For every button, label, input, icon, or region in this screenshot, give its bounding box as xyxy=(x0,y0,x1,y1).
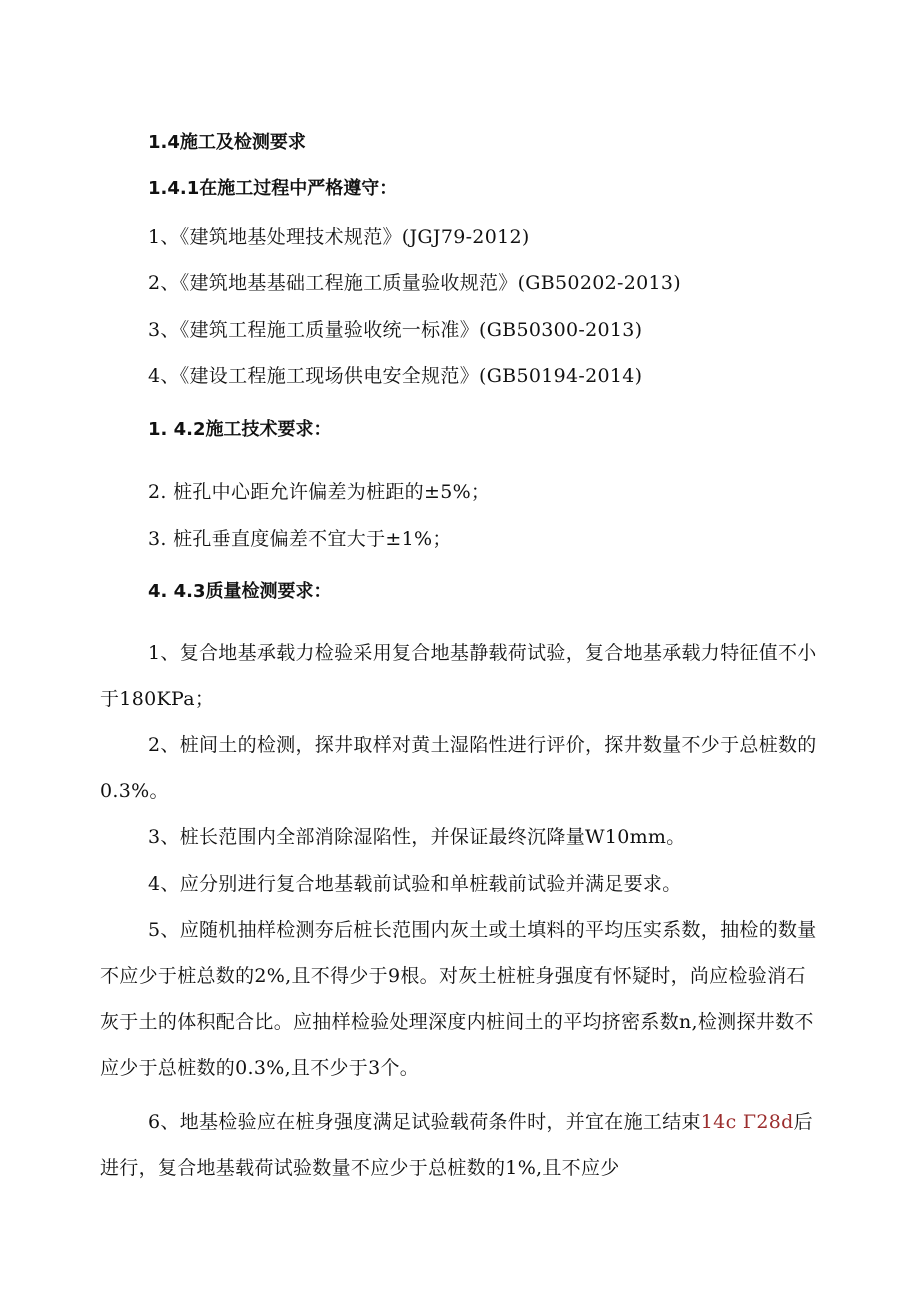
quality-paragraph-5-line-2: 不应少于桩总数的2%,且不得少于9根。对灰土桩桩身强度有怀疑时，尚应检验消石 xyxy=(100,965,806,987)
quality-paragraph-5-line-3: 灰于土的体积配合比。应抽样检验处理深度内桩间土的平均挤密系数n,检测探井数不 xyxy=(100,1011,814,1033)
section-1-4-heading: 1.4施工及检测要求 xyxy=(148,132,306,153)
paragraph-6-highlighted-period: 14c Γ28d xyxy=(700,1111,794,1133)
quality-paragraph-5-line-4: 应少于总桩数的0.3%,且不少于3个。 xyxy=(100,1057,420,1079)
quality-paragraph-6-line-2: 进行，复合地基载荷试验数量不应少于总桩数的1%,且不应少 xyxy=(100,1157,620,1179)
section-1-4-1-heading: 1.4.1在施工过程中严格遵守： xyxy=(148,178,398,199)
section-1-4-3-heading: 4. 4.3质量检测要求： xyxy=(148,581,332,602)
paragraph-6-text-end: 后 xyxy=(793,1111,813,1133)
paragraph-6-text-start: 6、地基检验应在桩身强度满足试验载荷条件时，并宜在施工结束 xyxy=(148,1111,701,1133)
quality-paragraph-3: 3、桩长范围内全部消除湿陷性，并保证最终沉降量W10mm。 xyxy=(148,826,686,848)
quality-paragraph-2-line-2: 0.3%。 xyxy=(100,780,169,802)
quality-paragraph-2-line-1: 2、桩间土的检测，探井取样对黄土湿陷性进行评价，探井数量不少于总桩数的 xyxy=(148,734,817,756)
quality-paragraph-6-line-1 xyxy=(148,1110,813,1134)
standard-item-4: 4、《建设工程施工现场供电安全规范》(GB50194-2014) xyxy=(148,365,643,387)
standard-item-3: 3、《建筑工程施工质量验收统一标准》(GB50300-2013) xyxy=(148,319,643,341)
section-1-4-2-heading: 1. 4.2施工技术要求： xyxy=(148,419,332,440)
quality-paragraph-4: 4、应分别进行复合地基载前试验和单桩载前试验并满足要求。 xyxy=(148,873,682,895)
quality-paragraph-1-line-2: 于180KPa； xyxy=(100,688,215,710)
quality-paragraph-5-line-1: 5、应随机抽样检测夯后桩长范围内灰土或土填料的平均压实系数，抽检的数量 xyxy=(148,919,817,941)
tech-requirement-item-2: 3. 桩孔垂直度偏差不宜大于±1%； xyxy=(148,528,452,550)
quality-paragraph-1-line-1: 1、复合地基承载力检验采用复合地基静载荷试验，复合地基承载力特征值不小 xyxy=(148,642,817,664)
standard-item-1: 1、《建筑地基处理技术规范》(JGJ79-2012) xyxy=(148,226,530,248)
tech-requirement-item-1: 2. 桩孔中心距允许偏差为桩距的±5%； xyxy=(148,481,491,503)
standard-item-2: 2、《建筑地基基础工程施工质量验收规范》(GB50202-2013) xyxy=(148,272,681,294)
